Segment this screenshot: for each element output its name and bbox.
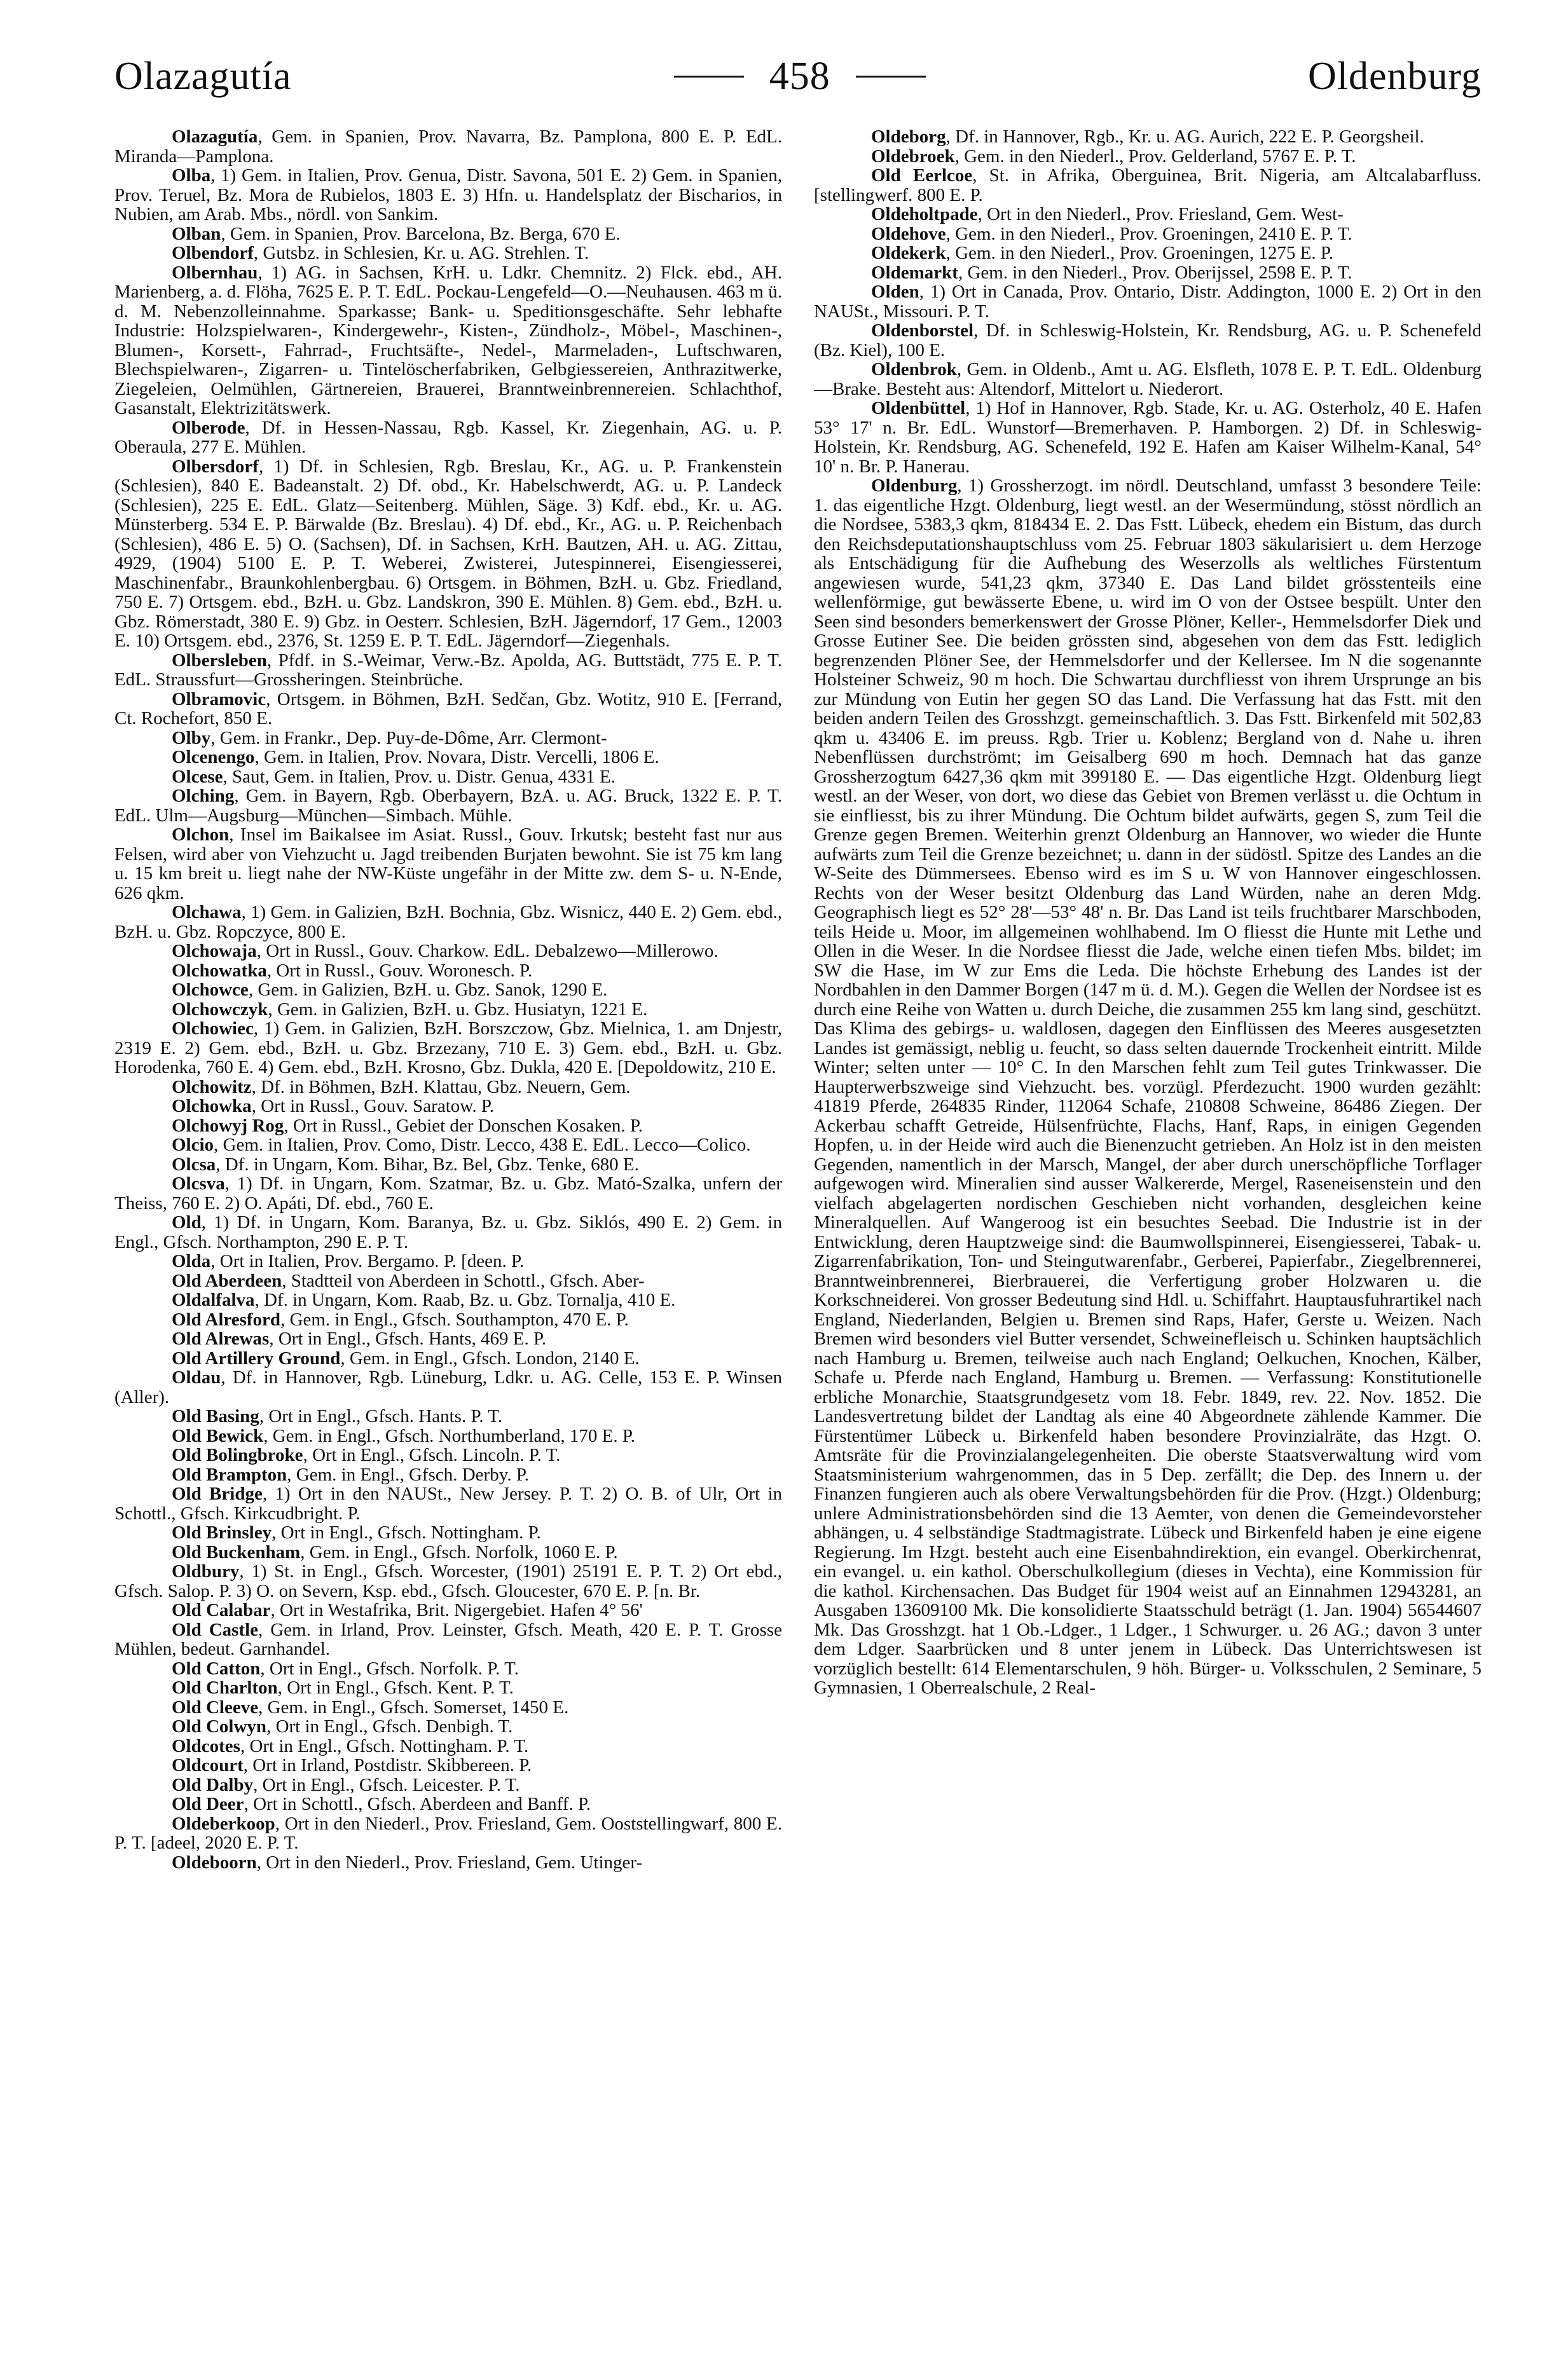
dictionary-entry: Olchowyj Rog, Ort in Russl., Gebiet der Donschen Kosaken. P.	[172, 1115, 643, 1136]
dictionary-entry: Olbersdorf, 1) Df. in Schlesien, Rgb. Breslau, Kr., AG. u. P. Frankenstein (Schlesien), 840 E. Badeanstalt. 2) Df. obd., Kr. Habelschwerdt, AG. u. P. Landeck (Schlesien), 225 E. EdL. Glatz—Seitenberg. Mühlen, Säge. 3) Kdf. ebd., Kr. u. AG. Münsterberg. 534 E. P. Bärwalde (Bz. Breslau). 4) Df. ebd., Kr., AG. u. P. Reichenbach (Schlesien), 486 E. 5) O. (Sachsen), Df. in Sachsen, KrH. Bautzen, AH. u. AG. Zittau, 4929, (1904) 5100 E. P. T. Weberei, Zwisterei, Jutespinnerei, Eisengiesserei, Maschinenfabr., Braunkohlenbergbau. 6) Ortsgem. in Böhmen, BzH. u. Gbz. Friedland, 750 E. 7) Ortsgem. ebd., BzH. u. Gbz. Landskron, 390 E. Mühlen. 8) Gem. ebd., BzH. u. Gbz. Römerstadt, 380 E. 9) Gbz. in Oesterr. Schlesien, BzH. Jägerndorf, 17 Gem., 12003 E. 10) Ortsgem. ebd., 2376, St. 1259 E. P. T. EdL. Jägerndorf—Ziegenhals.	[114, 456, 782, 651]
dictionary-entry: Oldcourt, Ort in Irland, Postdistr. Skibbereen. P.	[172, 1755, 532, 1775]
header-dash-right	[856, 76, 926, 78]
page-header	[114, 38, 1482, 114]
dictionary-entry: Olby, Gem. in Frankr., Dep. Puy-de-Dôme, Arr. Clermont-	[172, 727, 607, 748]
dictionary-entry: Old Charlton, Ort in Engl., Gfsch. Kent. P. T.	[172, 1678, 514, 1698]
dictionary-entry: Olchowaja, Ort in Russl., Gouv. Charkow. EdL. Debalzewo—Millerowo.	[172, 941, 719, 961]
dictionary-entry: Oldeberkoop, Ort in den Niederl., Prov. Friesland, Gem. Ooststellingwarf, 800 E. P. T. [adeel, 2020 E. P. T.	[114, 1813, 782, 1853]
dictionary-entry: Old Colwyn, Ort in Engl., Gfsch. Denbigh. T.	[172, 1716, 513, 1737]
dictionary-entry: Old Bewick, Gem. in Engl., Gfsch. Northumberland, 170 E. P.	[172, 1425, 635, 1446]
dictionary-entry: Olda, Ort in Italien, Prov. Bergamo. P. [deen. P.	[172, 1251, 525, 1271]
dictionary-entry: Oldeboorn, Ort in den Niederl., Prov. Friesland, Gem. Utinger-	[172, 1852, 643, 1873]
dictionary-entry: Old Brinsley, Ort in Engl., Gfsch. Nottingham. P.	[172, 1522, 541, 1543]
dictionary-entry: Olden, 1) Ort in Canada, Prov. Ontario, Distr. Addington, 1000 E. 2) Ort in den NAUSt., Missouri. P. T.	[814, 282, 1482, 322]
dictionary-entry: Oldalfalva, Df. in Ungarn, Kom. Raab, Bz. u. Gbz. Tornalja, 410 E.	[172, 1290, 676, 1310]
dictionary-entry: Olchowczyk, Gem. in Galizien, BzH. u. Gbz. Husiatyn, 1221 E.	[172, 999, 648, 1020]
header-right-headword: Oldenburg	[1307, 54, 1482, 98]
dictionary-entry: Oldenburg, 1) Grossherzogt. im nördl. Deutschland, umfasst 3 besondere Teile: 1. das eigentliche Hzgt. Oldenburg, liegt westl. an der Wesermündung, stösst nördlich an die Nordsee, 5383,3 qkm, 818434 E. 2. Das Fstt. Lübeck, ehedem ein Bistum, das durch den Reichsdeputationshauptschluss vom 25. Februar 1803 säkularisiert u. dem Herzoge als Entschädigung für die Aufhebung des Weserzolls als weltliches Fürstentum angewiesen wurde, 541,23 qkm, 37340 E. Das Land bildet grösstenteils eine wellenförmige, gut bewässerte Ebene, u. wird im O von der Ostsee bespült. Unter den Seen sind besonders bemerkenswert der Grosse Plöner, Keller-, Hemmelsdorfer Diek und Grosse Eutiner See. Die beiden grössten sind, abgesehen von dem das Fstt. lediglich begrenzenden Plöner See, der Hemmelsdorfer und der Kellersee. Im N die sogenannte Holsteiner Schweiz, 90 m hoch. Die Schwartau durchfliesst von ihrem Ursprunge an bis zur Mündung von Eutin her gegen SO das Land. Die Verfassung hat das Fstt. mit den beiden andern Teilen des Grosshzgt. gemeinschaftlich. 3. Das Fstt. Birkenfeld mit 502,83 qkm u. 43406 E. im preuss. Rgb. Trier u. Koblenz; Bergland von d. Nahe u. ihren Nebenflüssen durchströmt; im Geisalberg 690 m hoch. Demnach hat das ganze Grossherzogtum 6427,36 qkm mit 399180 E. — Das eigentliche Hzgt. Oldenburg liegt westl. an der Weser, von dort, wo diese das Gebiet von Bremen verlässt u. die Ochtum in sie einfliesst, bis zu ihrer Mündung. Die Ochtum bildet aufwärts, gegen S, zum Teil die Grenze gegen Bremen. Weiterhin grenzt Oldenburg an Hannover, wo wieder die Hunte aufwärts zum Teil die Grenze bezeichnet; u. dann in der südöstl. Spitze des Landes an die W-Seite des Dümmersees. Ebenso wird es im S u. W von Hannover eingeschlossen. Rechts von der Weser besitzt Oldenburg das Land Würden, nahe an deren Mdg. Geographisch liegt es 52° 28'—53° 48' n. Br. Das Land ist teils fruchtbarer Marschboden, teils Heide u. Moor, im allgemeinen wohlhabend. Im O fliesst die Hunte mit Lethe und Ollen in die Weser. In die Nordsee fliesst die Jade, welche einen tiefen Mbs. bildet; im SW die Hase, im W zur Ems die Leda. Die höchste Erhebung des Landes ist der Nordbahlen in den Dammer Borgen (147 m ü. d. M.). Gegen die Wellen der Nordsee ist es durch eine Reihe von Watten u. durch Deiche, die zusammen 255 km lang sind, geschützt. Das Klima des gebirgs- u. waldlosen, dagegen den Einflüssen des Meeres ausgesetzten Landes ist gemässigt, neblig u. feucht, so dass selten dauernde Trockenheit eintritt. Milde Winter; selten unter — 10° C. In den Marschen fehlt zum Teil gutes Trinkwasser. Die Haupterwerbszweige sind Viehzucht. bes. vorzügl. Pferdezucht. 1900 wurden gezählt: 41819 Pferde, 264835 Rinder, 112064 Schafe, 210808 Schweine, 86486 Ziegen. Der Ackerbau schafft Getreide, Hülsenfrüchte, Flachs, Hanf, Raps, in einigen Gegenden Hopfen, u. in der Heide wird auch die Bienenzucht getrieben. An Holz ist in den meisten Gegenden, namentlich in der Marsch, Mangel, der aber durch unerschöpfliche Torflager aufgewogen wird. Mineralien sind ausser Walkererde, Mergel, Raseneisenstein und den vielfach abgelagerten nordischen Geschieben nicht vorhanden, desgleichen keine Mineralquellen. Auf Wangeroog ist ein besuchtes Seebad. Die Industrie ist in der Entwicklung, deren Hauptzweige sind: die Baumwollspinnerei, Eisengiesserei, Tabak- u. Zigarrenfabrikation, Ton- und Steingutwarenfabr., Gerberei, Papierfabr., Ziegelbrennerei, Branntweinbrennerei, Bierbrauerei, die Verfertigung grober Holzwaren u. die Korkschneiderei. Von grosser Bedeutung sind Hdl. u. Schiffahrt. Hauptausfuhrartikel nach England, Niederlanden, Belgien u. Bremen sind Raps, Hafer, Gerste u. Weizen. Nach Bremen wird besonders viel Butter versendet, Schweinefleisch u. Schinken hauptsächlich nach Hamburg u. Bremen, teilweise auch nach England; Oelkuchen, Knochen, Kälber, Schafe u. Pferde nach England, Hamburg u. Bremen. — Verfassung: Konstitutionelle erbliche Monarchie, Staatsgrundgesetz vom 18. Febr. 1849, rev. 22. Nov. 1852. Die Landesvertretung bildet der Landtag als eine 40 Abgeordnete zählende Kammer. Die Fürstentümer Lübeck u. Birkenfeld haben besondere Provinzialräte, das Hzgt. O. Amtsräte für die Provinzialangelegenheiten. Die oberste Staatsverwaltung wird vom Staatsministerium wahrgenommen, das in 5 Dep. zerfällt; die Dep. des Innern u. der Finanzen fungieren auch als obere Verwaltungsbehörden für die Prov. (Hzgt.) Oldenburg; unlere Administrationsbehörden sind die 13 Aemter, von denen die Gemeindevorsteher abhängen, u. 4 selbständige Stadtmagistrate. Lübeck und Birkenfeld haben je eine eigene Regierung. Im Hzgt. besteht auch eine Eisenbahndirektion, ein evangel. Oberkirchenrat, ein evangel. u. ein kathol. Oberschulkollegium (dieses in Vechta), eine Kommission für die kathol. Kirchensachen. Das Budget für 1904 weist auf an Einnahmen 12943281, an Ausgaben 13609100 Mk. Die konsolidierte Staatsschuld beträgt (1. Jan. 1904) 56544607 Mk. Das Grosshzgt. hat 1 Ob.-Ldger., 1 Ldger., 1 Schwurger. u. 26 AG.; davon 3 unter dem Ldger. Saarbrücken und 8 unter jenem in Lübeck. Das Unterrichtswesen ist vorzüglich bestellt: 614 Elementarschulen, 9 höh. Bürger- u. Volksschulen, 2 Seminare, 5 Gymnasien, 1 Oberrealschule, 2 Real-	[814, 475, 1482, 1698]
dictionary-entry: Old Calabar, Ort in Westafrika, Brit. Nigergebiet. Hafen 4° 56'	[172, 1600, 643, 1620]
dictionary-entry: Olchowatka, Ort in Russl., Gouv. Woronesch. P.	[172, 960, 533, 981]
dictionary-entry: Old Basing, Ort in Engl., Gfsch. Hants. P. T.	[172, 1406, 503, 1426]
dictionary-entry: Old Bridge, 1) Ort in den NAUSt., New Jersey. P. T. 2) O. B. of Ulr, Ort in Schottl., Gfsch. Kirkcudbright. P.	[114, 1484, 782, 1524]
dictionary-entry: Olba, 1) Gem. in Italien, Prov. Genua, Distr. Savona, 501 E. 2) Gem. in Spanien, Prov. Teruel, Bz. Mora de Rubielos, 1803 E. 3) Hfn. u. Handelsplatz der Bischarios, in Nubien, am Arab. Mbs., nördl. von Sankim.	[114, 165, 782, 224]
dictionary-entry: Old Deer, Ort in Schottl., Gfsch. Aberdeen and Banff. P.	[172, 1794, 591, 1814]
dictionary-entry: Oldau, Df. in Hannover, Rgb. Lüneburg, Ldkr. u. AG. Celle, 153 E. P. Winsen (Aller).	[114, 1367, 782, 1407]
dictionary-entry: Olchowiec, 1) Gem. in Galizien, BzH. Borszczow, Gbz. Mielnica, 1. am Dnjestr, 2319 E. 2) Gem. ebd., BzH. u. Gbz. Brzezany, 710 E. 3) Gem. ebd., BzH. u. Gbz. Horodenka, 760 E. 4) Gem. ebd., BzH. Krosno, Gbz. Dukla, 420 E. [Depoldowitz, 210 E.	[114, 1018, 782, 1077]
dictionary-entry: Oldekerk, Gem. in den Niederl., Prov. Groeningen, 1275 E. P.	[871, 243, 1334, 263]
dictionary-entry: Olbernhau, 1) AG. in Sachsen, KrH. u. Ldkr. Chemnitz. 2) Flck. ebd., AH. Marienberg, a. d. Flöha, 7625 E. P. T. EdL. Pockau-Lengefeld—O.—Neuhausen. 463 m ü. d. M. Nebenzolleinnahme. Sparkasse; Bank- u. Speditionsgeschäfte. Sehr lebhafte Industrie: Holzspielwaren-, Kindergewehr-, Kisten-, Zündholz-, Möbel-, Maschinen-, Blumen-, Korsett-, Fahrrad-, Fruchtsäfte-, Nedel-, Marmeladen-, Luftschwaren, Blechspielwaren-, Zigarren- u. Tintelöscherfabriken, Gelbgiessereien, Anthrazitwerke, Ziegeleien, Oelmühlen, Gärtnereien, Brauerei, Branntweinbrennereien. Schlachthof, Gasanstalt, Elektrizitätswerk.	[114, 262, 782, 418]
dictionary-entry: Old Dalby, Ort in Engl., Gfsch. Leicester. P. T.	[172, 1774, 520, 1795]
dictionary-entry: Oldenbüttel, 1) Hof in Hannover, Rgb. Stade, Kr. u. AG. Osterholz, 40 E. Hafen 53° 17' n. Br. EdL. Wunstorf—Bremerhaven. P. Hamborgen. 2) Df. in Schleswig-Holstein, Kr. Rendsburg, AG. Schenefeld, 192 E. Hafen am Kaiser Wilhelm-Kanal, 54° 10' n. Br. P. Hanerau.	[814, 398, 1482, 477]
dictionary-entry: Olberode, Df. in Hessen-Nassau, Rgb. Kassel, Kr. Ziegenhain, AG. u. P. Oberaula, 277 E. Mühlen.	[114, 417, 782, 457]
dictionary-entry: Olcio, Gem. in Italien, Prov. Como, Distr. Lecco, 438 E. EdL. Lecco—Colico.	[172, 1135, 751, 1155]
dictionary-entry: Old Eerlcoe, St. in Afrika, Oberguinea, Brit. Nigeria, am Altcalabarfluss. [stellingwerf. 800 E. P.	[814, 165, 1482, 205]
dictionary-entry: Oldenborstel, Df. in Schleswig-Holstein, Kr. Rendsburg, AG. u. P. Schenefeld (Bz. Kiel), 100 E.	[814, 320, 1482, 360]
page-number: 458	[769, 54, 830, 98]
dictionary-entry: Old Artillery Ground, Gem. in Engl., Gfsch. London, 2140 E.	[172, 1348, 640, 1369]
dictionary-entry: Old Alresford, Gem. in Engl., Gfsch. Southampton, 470 E. P.	[172, 1309, 629, 1330]
dictionary-entry: Old Catton, Ort in Engl., Gfsch. Norfolk. P. T.	[172, 1658, 519, 1679]
dictionary-entry: Oldenbrok, Gem. in Oldenb., Amt u. AG. Elsfleth, 1078 E. P. T. EdL. Oldenburg—Brake. Besteht aus: Altendorf, Mittelort u. Niederort.	[814, 359, 1482, 399]
dictionary-entry: Olban, Gem. in Spanien, Prov. Barcelona, Bz. Berga, 670 E.	[172, 223, 621, 244]
header-page-number-group	[674, 54, 926, 99]
dictionary-entry: Old Bolingbroke, Ort in Engl., Gfsch. Lincoln. P. T.	[172, 1445, 561, 1465]
dictionary-entry: Olcenengo, Gem. in Italien, Prov. Novara, Distr. Vercelli, 1806 E.	[172, 747, 659, 767]
text-columns	[114, 127, 1482, 2339]
dictionary-entry: Oldbury, 1) St. in Engl., Gfsch. Worcester, (1901) 25191 E. P. T. 2) Ort ebd., Gfsch. Salop. P. 3) O. on Severn, Ksp. ebd., Gfsch. Gloucester, 670 E. P. [n. Br.	[114, 1561, 782, 1601]
dictionary-entry: Olching, Gem. in Bayern, Rgb. Oberbayern, BzA. u. AG. Bruck, 1322 E. P. T. EdL. Ulm—Augsburg—München—Simbach. Mühle.	[114, 786, 782, 826]
dictionary-entry: Oldcotes, Ort in Engl., Gfsch. Nottingham. P. T.	[172, 1735, 529, 1756]
header-dash-left	[674, 76, 744, 78]
left-column	[114, 127, 782, 2339]
dictionary-entry: Old Castle, Gem. in Irland, Prov. Leinster, Gfsch. Meath, 420 E. P. T. Grosse Mühlen, bedeut. Garnhandel.	[114, 1619, 782, 1659]
dictionary-entry: Old Aberdeen, Stadtteil von Aberdeen in Schottl., Gfsch. Aber-	[172, 1270, 645, 1291]
dictionary-entry: Olchon, Insel im Baikalsee im Asiat. Russl., Gouv. Irkutsk; besteht fast nur aus Felsen, wird aber von Viehzucht u. Jagd treibenden Burjaten bewohnt. Sie ist 75 km lang u. 15 km breit u. liegt nahe der NW-Küste ungefähr in der Mitte zw. dem S- u. N-Ende, 626 qkm.	[114, 824, 782, 903]
dictionary-entry: Olcese, Saut, Gem. in Italien, Prov. u. Distr. Genua, 4331 E.	[172, 766, 616, 787]
dictionary-entry: Olchawa, 1) Gem. in Galizien, BzH. Bochnia, Gbz. Wisnicz, 440 E. 2) Gem. ebd., BzH. u. Gbz. Ropczyce, 800 E.	[114, 902, 782, 942]
dictionary-entry: Oldeborg, Df. in Hannover, Rgb., Kr. u. AG. Aurich, 222 E. P. Georgsheil.	[871, 127, 1424, 147]
dictionary-entry: Oldebroek, Gem. in den Niederl., Prov. Gelderland, 5767 E. P. T.	[871, 146, 1356, 167]
dictionary-entry: Old, 1) Df. in Ungarn, Kom. Baranya, Bz. u. Gbz. Siklós, 490 E. 2) Gem. in Engl., Gfsch. Northampton, 290 E. P. T.	[114, 1212, 782, 1252]
dictionary-entry: Oldemarkt, Gem. in den Niederl., Prov. Oberijssel, 2598 E. P. T.	[871, 262, 1352, 283]
dictionary-entry: Oldeholtpade, Ort in den Niederl., Prov. Friesland, Gem. West-	[871, 204, 1344, 224]
dictionary-entry: Old Brampton, Gem. in Engl., Gfsch. Derby. P.	[172, 1464, 529, 1485]
dictionary-entry: Old Cleeve, Gem. in Engl., Gfsch. Somerset, 1450 E.	[172, 1697, 569, 1718]
dictionary-entry: Olbramovic, Ortsgem. in Böhmen, BzH. Sedčan, Gbz. Wotitz, 910 E. [Ferrand, Ct. Rochefort, 850 E.	[114, 688, 782, 728]
dictionary-entry: Olchowitz, Df. in Böhmen, BzH. Klattau, Gbz. Neuern, Gem.	[172, 1076, 631, 1097]
dictionary-entry: Olcsa, Df. in Ungarn, Kom. Bihar, Bz. Bel, Gbz. Tenke, 680 E.	[172, 1154, 639, 1175]
dictionary-entry: Olcsva, 1) Df. in Ungarn, Kom. Szatmar, Bz. u. Gbz. Mató-Szalka, unfern der Theiss, 760 E. 2) O. Apáti, Df. ebd., 760 E.	[114, 1173, 782, 1214]
dictionary-entry: Old Buckenham, Gem. in Engl., Gfsch. Norfolk, 1060 E. P.	[172, 1542, 618, 1563]
dictionary-entry: Old Alrewas, Ort in Engl., Gfsch. Hants, 469 E. P.	[172, 1329, 547, 1349]
dictionary-entry: Olchowka, Ort in Russl., Gouv. Saratow. P.	[172, 1096, 494, 1116]
dictionary-entry: Olchowce, Gem. in Galizien, BzH. u. Gbz. Sanok, 1290 E.	[172, 980, 608, 1000]
dictionary-entry: Oldehove, Gem. in den Niederl., Prov. Groeningen, 2410 E. P. T.	[871, 223, 1352, 244]
right-column	[814, 127, 1482, 2339]
dictionary-entry: Olbersleben, Pfdf. in S.-Weimar, Verw.-Bz. Apolda, AG. Buttstädt, 775 E. P. T. EdL. Straussfurt—Grossheringen. Steinbrüche.	[114, 650, 782, 690]
dictionary-entry: Olazagutía, Gem. in Spanien, Prov. Navarra, Bz. Pamplona, 800 E. P. EdL. Miranda—Pamplona.	[114, 127, 782, 167]
dictionary-entry: Olbendorf, Gutsbz. in Schlesien, Kr. u. AG. Strehlen. T.	[172, 243, 589, 263]
header-left-headword: Olazagutía	[114, 54, 292, 98]
